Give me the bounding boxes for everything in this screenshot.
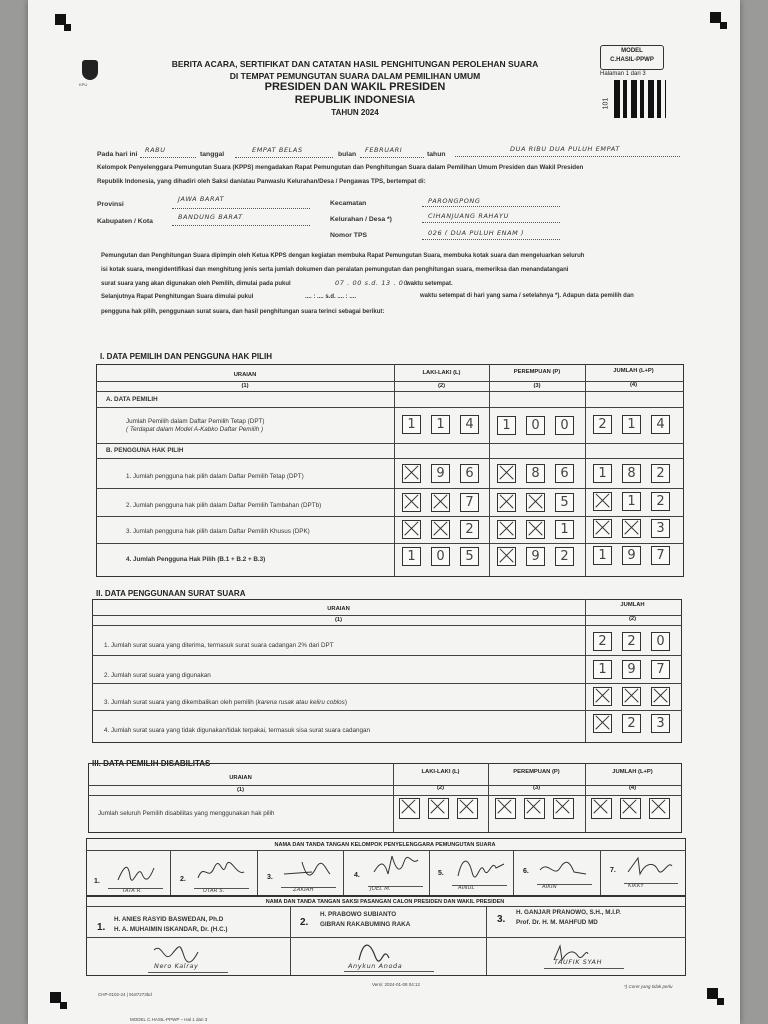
intro-line2: Kelompok Penyelenggara Pemungutan Suara (KPPS) mengadakan Rapat Pemungutan dan Penghitungan Suara dalam Pemilihan Umum Presiden dan Wakil Presiden: [97, 164, 584, 171]
footer-bottom: MODEL C.HASIL-PPWP – Hal 1 dari 3: [130, 1017, 208, 1022]
divider: [290, 906, 291, 975]
digit-box[interactable]: 6: [460, 464, 479, 483]
kpps-name: AINUL: [458, 885, 475, 891]
month-label: bulan: [338, 151, 357, 158]
footer-mid: Versi: 2024-01-08 04:12: [372, 982, 421, 987]
doc-title-line5: TAHUN 2024: [331, 108, 379, 117]
kpps-num: 1.: [94, 878, 100, 885]
signature-scribble: [114, 858, 159, 886]
s3-r1: Jumlah seluruh Pemilih disabilitas yang menggunakan hak pilih: [98, 810, 275, 817]
crossed-box[interactable]: [593, 519, 612, 538]
registration-mark: [720, 22, 727, 29]
doc-title-line1: BERITA ACARA, SERTIFIKAT DAN CATATAN HASIL PENGHITUNGAN PEROLEHAN SUARA: [171, 59, 539, 69]
divider: [92, 710, 682, 711]
year-line: [455, 156, 680, 157]
crossed-box[interactable]: [457, 798, 478, 819]
divider: [170, 850, 171, 895]
digit-box[interactable]: 7: [460, 493, 479, 512]
paslon1-name-b: H. A. MUHAIMIN ISKANDAR, Dr. (H.C.): [114, 926, 228, 933]
saksi2-name: Anykun Anoda: [348, 962, 403, 970]
regency-value: BANDUNG BARAT: [178, 213, 243, 221]
signature-scribble: [355, 938, 395, 964]
month-value: FEBRUARI: [365, 146, 403, 154]
crossed-box[interactable]: [497, 520, 516, 539]
digit-box[interactable]: 2: [593, 415, 612, 434]
s1-col-j: JUMLAH (L+P): [613, 368, 654, 374]
s3-col-j: JUMLAH (L+P): [612, 769, 653, 775]
paragraph-line4-end: waktu setempat di hari yang sama / setelahnya *). Adapun data pemilih dan: [420, 293, 634, 299]
digit-box[interactable]: 9: [622, 546, 641, 565]
digit-box[interactable]: 9: [431, 464, 450, 483]
section2-title: II. DATA PENGGUNAAN SURAT SUARA: [96, 589, 246, 598]
signature-line: [344, 971, 434, 972]
logo-caption: KPU: [79, 82, 88, 87]
divider: [600, 850, 601, 895]
digit-box[interactable]: 9: [622, 660, 641, 679]
crossed-box[interactable]: [593, 492, 612, 511]
digit-box[interactable]: 8: [622, 464, 641, 483]
paslon2-name-b: GIBRAN RAKABUMING RAKA: [320, 921, 411, 928]
crossed-box[interactable]: [620, 798, 641, 819]
tps-line: [422, 239, 560, 240]
crossed-box[interactable]: [651, 687, 670, 706]
kpps-title: NAMA DAN TANDA TANGAN KELOMPOK PENYELENGGARA PEMUNGUTAN SUARA: [274, 842, 496, 848]
divider: [86, 906, 686, 907]
district-label: Kecamatan: [330, 200, 367, 207]
date-value: EMPAT BELAS: [252, 146, 303, 154]
kpps-name: UTAR S.: [203, 888, 225, 894]
s1-num-4: (4): [629, 382, 638, 388]
paslon1-num: 1.: [97, 922, 106, 933]
kpps-num: 6.: [523, 868, 529, 875]
s2-r3c: ): [344, 699, 347, 706]
s2-r1: 1. Jumlah surat suara yang diterima, termasuk surat suara cadangan 2% dari DPT: [104, 642, 334, 649]
village-label: Kelurahan / Desa *): [330, 216, 392, 223]
s2-num-1: (1): [334, 617, 343, 623]
kpps-name: TATA R.: [122, 888, 143, 894]
s1-num-2: (2): [437, 383, 446, 389]
paragraph-line3-end: waktu setempat.: [406, 281, 453, 287]
divider: [343, 850, 344, 895]
province-line: [172, 208, 310, 209]
kpps-name: KIKKY: [628, 883, 644, 889]
paragraph-time: 07 . 00 s.d. 13 . 00: [335, 279, 409, 287]
regency-label: Kabupaten / Kota: [97, 218, 153, 225]
kpu-logo: [82, 60, 98, 80]
s3-num-1: (1): [236, 787, 245, 793]
digit-box[interactable]: 0: [651, 632, 670, 651]
divider: [96, 516, 684, 517]
s2-r3b: karena rusak atau keliru coblos: [257, 699, 345, 706]
model-label: MODEL: [621, 48, 643, 54]
month-line: [360, 157, 424, 158]
saksi-title: NAMA DAN TANDA TANGAN SAKSI PASANGAN CALON PRESIDEN DAN WAKIL PRESIDEN: [265, 899, 505, 905]
footer-note: *) Coret yang tidak perlu: [624, 984, 673, 989]
digit-box[interactable]: 0: [431, 547, 450, 566]
signature-scribble: [196, 858, 246, 886]
kpps-num: 2.: [180, 876, 186, 883]
s3-col-uraian: URAIAN: [229, 775, 252, 781]
digit-box[interactable]: 9: [526, 547, 545, 566]
digit-box[interactable]: 3: [651, 714, 670, 733]
divider: [394, 364, 395, 576]
digit-box[interactable]: 1: [593, 464, 612, 483]
divider: [486, 906, 487, 975]
s2-col-j: JUMLAH: [620, 602, 645, 608]
tps-label: Nomor TPS: [330, 232, 368, 239]
s3-num-3: (3): [532, 785, 541, 791]
paragraph-line3: surat suara yang akan digunakan oleh Pemilih, dimulai pada pukul: [101, 281, 291, 287]
s1-b3: 3. Jumlah pengguna hak pilih dalam Daftar Pemilih Khusus (DPK): [126, 528, 310, 535]
doc-title-line2: DI TEMPAT PEMUNGUTAN SUARA DALAM PEMILIHAN UMUM: [229, 71, 481, 81]
date-line: [235, 157, 333, 158]
crossed-box[interactable]: [526, 493, 545, 512]
crossed-box[interactable]: [497, 493, 516, 512]
s2-r3: [104, 699, 347, 706]
digit-box[interactable]: 1: [593, 546, 612, 565]
kpps-num: 7.: [610, 867, 616, 874]
crossed-box[interactable]: [399, 798, 420, 819]
s2-r3a: 3. Jumlah surat suara yang dikembalikan oleh pemilih (: [104, 699, 258, 706]
registration-mark: [717, 998, 724, 1005]
day-value: RABU: [145, 146, 166, 154]
saksi1-name: Nero Kalray: [154, 962, 199, 970]
paslon2-num: 2.: [300, 917, 309, 928]
section1-title: I. DATA PEMILIH DAN PENGGUNA HAK PILIH: [100, 352, 272, 361]
digit-box[interactable]: 5: [555, 493, 574, 512]
crossed-box[interactable]: [497, 547, 516, 566]
s2-r4: 4. Jumlah surat suara yang tidak digunakan/tidak terpakai, termasuk sisa surat suara cadangan: [104, 727, 371, 734]
s2-num-2: (2): [628, 616, 637, 622]
saksi3-name: TAUFIK SYAH: [554, 958, 603, 966]
digit-box[interactable]: 1: [402, 415, 421, 434]
crossed-box[interactable]: [553, 798, 574, 819]
digit-box[interactable]: 2: [651, 492, 670, 511]
divider: [86, 850, 686, 851]
crossed-box[interactable]: [428, 798, 449, 819]
year-value: DUA RIBU DUA PULUH EMPAT: [510, 145, 620, 153]
digit-box[interactable]: 2: [651, 464, 670, 483]
tps-value: 026 ( DUA PULUH ENAM ): [428, 229, 525, 237]
divider: [92, 655, 682, 656]
section3-title: III. DATA PEMILIH DISABILITAS: [92, 759, 211, 768]
digit-box[interactable]: 2: [460, 520, 479, 539]
s1-num-3: (3): [533, 383, 541, 389]
kpps-num: 3.: [267, 874, 273, 881]
paragraph-line4: Selanjutnya Rapat Penghitungan Suara dimulai pukul: [101, 294, 254, 300]
registration-mark: [60, 1002, 67, 1009]
digit-box[interactable]: 2: [622, 714, 641, 733]
paragraph-line5: pengguna hak pilih, penggunaan surat suara, dan hasil penghitungan suara terinci sebagai berikut:: [101, 309, 385, 315]
s1-a-row-line1: Jumlah Pemilih dalam Daftar Pemilih Tetap (DPT): [126, 418, 265, 425]
doc-title-line4: REPUBLIK INDONESIA: [294, 94, 416, 106]
model-code: C.HASIL-PPWP: [610, 57, 654, 63]
digit-box[interactable]: 6: [555, 464, 574, 483]
paslon3-name-a: H. GANJAR PRANOWO, S.H., M.I.P.: [516, 909, 621, 916]
digit-box[interactable]: 2: [593, 632, 612, 651]
digit-box[interactable]: 0: [526, 416, 545, 435]
s1-col-l: LAKI-LAKI (L): [422, 370, 461, 376]
registration-mark: [64, 24, 71, 31]
divider: [96, 391, 684, 392]
paslon2-name-a: H. PRABOWO SUBIANTO: [320, 911, 397, 918]
digit-box[interactable]: 3: [651, 519, 670, 538]
page-info: Halaman 1 dari 3: [600, 71, 646, 77]
paslon3-name-b: Prof. Dr. H. M. MAHFUD MD: [516, 919, 598, 926]
s2-r2: 2. Jumlah surat suara yang digunakan: [104, 672, 211, 679]
divider: [257, 850, 258, 895]
divider: [96, 458, 684, 459]
s1-b-title: B. PENGGUNA HAK PILIH: [106, 447, 184, 454]
model-box: [600, 45, 664, 70]
divider: [585, 364, 586, 576]
divider: [96, 488, 684, 489]
digit-box[interactable]: 1: [555, 520, 574, 539]
digit-box[interactable]: 1: [593, 660, 612, 679]
digit-box[interactable]: 0: [555, 416, 574, 435]
digit-box[interactable]: 2: [622, 632, 641, 651]
crossed-box[interactable]: [622, 519, 641, 538]
crossed-box[interactable]: [622, 687, 641, 706]
s1-b4: 4. Jumlah Pengguna Hak Pilih (B.1 + B.2 + B.3): [126, 556, 266, 563]
crossed-box[interactable]: [497, 464, 516, 483]
qr-number: 101: [602, 97, 610, 110]
doc-title-line3: PRESIDEN DAN WAKIL PRESIDEN: [264, 81, 446, 93]
province-label: Provinsi: [97, 201, 124, 208]
crossed-box[interactable]: [495, 798, 516, 819]
crossed-box[interactable]: [593, 714, 612, 733]
digit-box[interactable]: 4: [651, 415, 670, 434]
crossed-box[interactable]: [524, 798, 545, 819]
divider: [88, 795, 682, 796]
divider: [513, 850, 514, 895]
village-value: CIHANJUANG RAHAYU: [428, 212, 509, 220]
day-label: Pada hari ini: [97, 151, 138, 158]
crossed-box[interactable]: [526, 520, 545, 539]
digit-box[interactable]: 7: [651, 660, 670, 679]
digit-box[interactable]: 5: [460, 547, 479, 566]
crossed-box[interactable]: [591, 798, 612, 819]
kpps-name: AIKIN: [542, 884, 557, 890]
signature-scribble: [538, 856, 588, 882]
digit-box[interactable]: 2: [555, 547, 574, 566]
digit-box[interactable]: 1: [622, 492, 641, 511]
s3-num-2: (2): [436, 785, 445, 791]
digit-box[interactable]: 4: [460, 415, 479, 434]
crossed-box[interactable]: [402, 520, 421, 539]
signature-scribble: [454, 852, 506, 882]
signature-line: [148, 972, 228, 973]
divider: [429, 850, 430, 895]
intro-line3: Republik Indonesia, yang dihadiri oleh Saksi dan/atau Panwaslu Kelurahan/Desa / Pengawas TPS, bertempat di:: [97, 178, 426, 185]
signature-scribble: [282, 856, 332, 884]
village-line: [422, 222, 560, 223]
s3-num-4: (4): [628, 785, 637, 791]
date-label: tanggal: [200, 151, 225, 158]
divider: [96, 543, 684, 544]
divider: [489, 364, 490, 576]
district-value: PARONGPONG: [428, 197, 481, 205]
crossed-box[interactable]: [593, 687, 612, 706]
divider: [92, 683, 682, 684]
crossed-box[interactable]: [402, 464, 421, 483]
crossed-box[interactable]: [649, 798, 670, 819]
digit-box[interactable]: 1: [622, 415, 641, 434]
footer-code: CHP-0102-24 | 9187273bd: [98, 992, 152, 997]
s1-b2: 2. Jumlah pengguna hak pilih dalam Daftar Pemilih Tambahan (DPTb): [126, 502, 322, 509]
s1-col-p: PEREMPUAN (P): [513, 369, 561, 375]
kpps-num: 4.: [354, 872, 360, 879]
digit-box[interactable]: 1: [497, 416, 516, 435]
kpps-name: JOEL M.: [370, 886, 391, 892]
paslon3-num: 3.: [497, 914, 506, 925]
kpps-name: ZAKIAH: [293, 887, 314, 893]
s1-num-1: (1): [241, 383, 249, 389]
signature-scribble: [370, 852, 420, 882]
district-line: [422, 206, 560, 207]
s3-col-l: LAKI-LAKI (L): [421, 769, 460, 775]
crossed-box[interactable]: [431, 520, 450, 539]
signature-scribble: [624, 852, 674, 880]
s1-col-uraian: URAIAN: [233, 372, 257, 378]
regency-line: [172, 225, 310, 226]
s2-col-uraian: URAIAN: [327, 606, 350, 612]
digit-box[interactable]: 1: [402, 547, 421, 566]
paragraph-line2: isi kotak suara, mengidentifikasi dan menghitung jenis serta jumlah dokumen dan peralatan pemungutan dan penghitungan suara, memeriksa dan menandatangani: [101, 267, 569, 273]
year-label: tahun: [427, 151, 446, 158]
s1-b1: 1. Jumlah pengguna hak pilih dalam Daftar Pemilih Tetap (DPT): [126, 473, 304, 480]
divider: [96, 443, 684, 444]
divider: [92, 625, 682, 626]
s1-a-title: A. DATA PEMILIH: [106, 396, 158, 403]
crossed-box[interactable]: [431, 493, 450, 512]
digit-box[interactable]: 8: [526, 464, 545, 483]
paslon1-name-a: H. ANIES RASYID BASWEDAN, Ph.D: [114, 916, 224, 923]
paragraph-line4-mid: .... : .... s.d. .... : ....: [305, 294, 357, 300]
digit-box[interactable]: 7: [651, 546, 670, 565]
s1-a-row-line2: ( Terdapat dalam Model A-Kabko Daftar Pemilih ): [126, 426, 264, 433]
divider: [96, 407, 684, 408]
crossed-box[interactable]: [402, 493, 421, 512]
day-line: [140, 157, 196, 158]
province-value: JAWA BARAT: [178, 195, 225, 203]
qr-code-icon: [614, 80, 666, 118]
signature-line: [544, 968, 624, 969]
kpps-num: 5.: [438, 870, 444, 877]
digit-box[interactable]: 1: [431, 415, 450, 434]
paragraph-line1: Pemungutan dan Penghitungan Suara dipimpin oleh Ketua KPPS dengan kegiatan membuka Rapat Pemungutan Suara, membuka kotak suara dan mengeluarkan seluruh: [101, 253, 585, 259]
s3-col-p: PEREMPUAN (P): [513, 769, 560, 775]
